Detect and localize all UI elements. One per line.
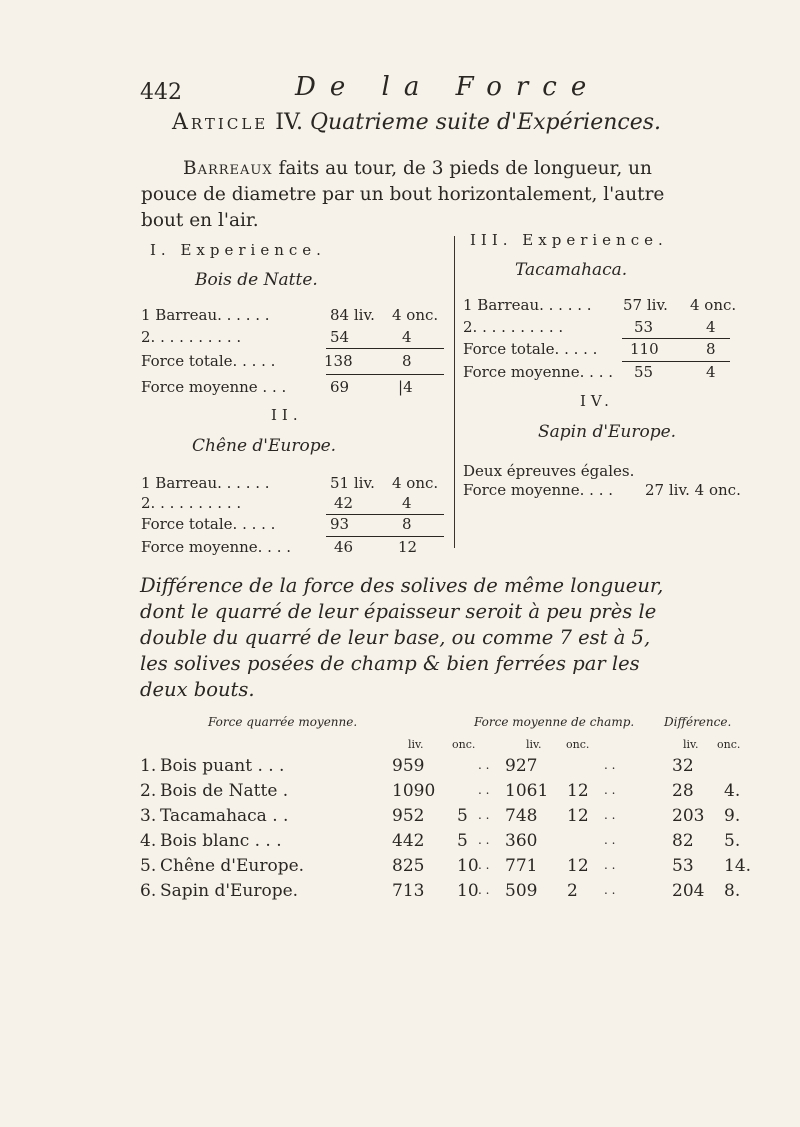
intro-text: faits au tour, de 3 pieds de longueur, un pouce de diametre par un bout horizontalement, l'autre bout en l'air.	[141, 158, 665, 231]
column-divider	[454, 236, 455, 548]
experience-3-wood: Tacamahaca.	[515, 260, 628, 280]
row-leader-1: . .	[478, 833, 490, 847]
row-diff-liv: 203	[672, 806, 705, 826]
row-leader-1: . .	[478, 858, 490, 872]
row-champ-liv: 748	[505, 806, 538, 826]
exp1-row4-liv: 69	[330, 378, 350, 396]
exp3-row4-liv: 55	[634, 363, 654, 381]
exp3-row4-label: Force moyenne. . . .	[463, 363, 614, 381]
exp2-row3-onc: 8	[402, 515, 412, 533]
table-header-difference: Différence.	[664, 715, 732, 729]
exp1-row2-onc: 4	[402, 328, 412, 346]
row-leader-1: . .	[478, 783, 490, 797]
exp2-row2-label: 2. . . . . . . . . .	[141, 494, 242, 512]
intro-lead: Barreaux	[183, 158, 273, 179]
unit-d-onc: onc.	[717, 738, 741, 751]
row-champ-onc: 12	[567, 806, 589, 826]
row-quarree-liv: 1090	[392, 781, 436, 801]
row-leader-1: . .	[478, 758, 490, 772]
row-diff-liv: 82	[672, 831, 694, 851]
row-champ-liv: 1061	[505, 781, 549, 801]
exp1-row3-label: Force totale. . . . .	[141, 352, 276, 370]
exp1-row1-liv: 84 liv.	[330, 306, 375, 324]
row-wood-name: Bois de Natte .	[160, 781, 289, 801]
row-diff-liv: 32	[672, 756, 694, 776]
article-subtitle: Quatrieme suite d'Expériences.	[309, 110, 662, 135]
exp1-row1-onc: 4 onc.	[392, 306, 439, 324]
row-wood-name: Chêne d'Europe.	[160, 856, 305, 876]
exp3-row1-liv: 57 liv.	[623, 296, 668, 314]
row-leader-1: . .	[478, 808, 490, 822]
experience-4-wood: Sapin d'Europe.	[538, 422, 677, 442]
exp4-line1: Deux épreuves égales.	[463, 462, 635, 480]
row-number: 3.	[140, 806, 157, 826]
unit-c-liv: liv.	[526, 738, 542, 751]
row-wood-name: Tacamahaca . .	[160, 806, 289, 826]
row-diff-onc: 5.	[724, 831, 741, 851]
row-wood-name: Sapin d'Europe.	[160, 881, 299, 901]
exp1-row3-onc: 8	[402, 352, 412, 370]
exp2-row1-label: 1 Barreau. . . . . .	[141, 474, 270, 492]
row-champ-liv: 509	[505, 881, 538, 901]
row-leader-1: . .	[478, 883, 490, 897]
row-quarree-onc: 5	[457, 806, 468, 826]
exp2-row4-onc: 12	[398, 538, 418, 556]
row-number: 2.	[140, 781, 157, 801]
row-quarree-liv: 952	[392, 806, 425, 826]
row-champ-liv: 771	[505, 856, 538, 876]
row-quarree-onc: 5	[457, 831, 468, 851]
exp2-row3-label: Force totale. . . . .	[141, 515, 276, 533]
experience-4-heading: IV.	[580, 392, 614, 410]
page-number: 442	[140, 80, 182, 105]
row-leader-2: . .	[604, 858, 616, 872]
row-number: 1.	[140, 756, 157, 776]
unit-q-liv: liv.	[408, 738, 424, 751]
exp1-row2-label: 2. . . . . . . . . .	[141, 328, 242, 346]
row-number: 5.	[140, 856, 157, 876]
exp1-row4-label: Force moyenne . . .	[141, 378, 287, 396]
exp3-row1-label: 1 Barreau. . . . . .	[463, 296, 592, 314]
exp2-row2-onc: 4	[402, 494, 412, 512]
row-quarree-liv: 713	[392, 881, 425, 901]
exp2-row2-liv: 42	[334, 494, 354, 512]
row-quarree-liv: 825	[392, 856, 425, 876]
exp3-row2-onc: 4	[706, 318, 716, 336]
exp2-row4-label: Force moyenne. . . .	[141, 538, 292, 556]
exp3-row4-onc: 4	[706, 363, 716, 381]
experience-2-heading: II.	[271, 406, 303, 424]
row-diff-onc: 4.	[724, 781, 741, 801]
running-title: De la Force	[295, 72, 601, 102]
row-champ-onc: 2	[567, 881, 578, 901]
row-diff-onc: 14.	[724, 856, 752, 876]
exp1-row3-liv: 138	[324, 352, 353, 370]
row-diff-onc: 8.	[724, 881, 741, 901]
exp4-line2-value: 27 liv. 4 onc.	[645, 481, 741, 499]
exp2-row4-liv: 46	[334, 538, 354, 556]
exp1-row1-label: 1 Barreau. . . . . .	[141, 306, 270, 324]
row-number: 6.	[140, 881, 157, 901]
table-header-quarree: Force quarrée moyenne.	[208, 715, 358, 729]
row-wood-name: Bois puant . . .	[160, 756, 285, 776]
row-leader-2: . .	[604, 883, 616, 897]
exp3-row3-label: Force totale. . . . .	[463, 340, 598, 358]
exp3-row2-liv: 53	[634, 318, 654, 336]
experience-1-heading: I. Experience.	[150, 241, 326, 259]
exp2-row3-liv: 93	[330, 515, 350, 533]
unit-d-liv: liv.	[683, 738, 699, 751]
row-diff-onc: 9.	[724, 806, 741, 826]
exp1-sum-rule	[326, 348, 444, 349]
experience-2-wood: Chêne d'Europe.	[192, 436, 337, 456]
unit-q-onc: onc.	[452, 738, 476, 751]
row-number: 4.	[140, 831, 157, 851]
article-label: Article	[172, 110, 269, 135]
exp2-row1-onc: 4 onc.	[392, 474, 439, 492]
exp1-mean-rule	[326, 374, 444, 375]
exp1-row2-liv: 54	[330, 328, 350, 346]
row-leader-2: . .	[604, 783, 616, 797]
row-champ-liv: 360	[505, 831, 538, 851]
exp3-sum-rule	[622, 338, 730, 339]
experience-1-wood: Bois de Natte.	[195, 270, 318, 290]
row-quarree-liv: 442	[392, 831, 425, 851]
row-leader-2: . .	[604, 833, 616, 847]
exp2-row1-liv: 51 liv.	[330, 474, 375, 492]
article-number: IV.	[275, 110, 303, 135]
exp1-row4-onc: |4	[398, 378, 413, 396]
row-leader-2: . .	[604, 808, 616, 822]
row-quarree-onc: 10	[457, 856, 479, 876]
row-quarree-onc: 10	[457, 881, 479, 901]
row-champ-onc: 12	[567, 781, 589, 801]
exp3-row3-liv: 110	[630, 340, 659, 358]
exp3-row2-label: 2. . . . . . . . . .	[463, 318, 564, 336]
row-wood-name: Bois blanc . . .	[160, 831, 282, 851]
difference-paragraph: Différence de la force des solives de même longueur, dont le quarré de leur épaisseur seroit à peu près le double du quarré de leur base, ou comme 7 est à 5, les solives posées de champ & bien ferrées par les deux bouts.	[140, 574, 664, 701]
intro-paragraph	[141, 156, 681, 234]
row-champ-onc: 12	[567, 856, 589, 876]
row-leader-2: . .	[604, 758, 616, 772]
table-header-champ: Force moyenne de champ.	[474, 715, 635, 729]
article-title	[172, 110, 661, 135]
row-diff-liv: 28	[672, 781, 694, 801]
row-diff-liv: 53	[672, 856, 694, 876]
exp3-row3-onc: 8	[706, 340, 716, 358]
row-diff-liv: 204	[672, 881, 705, 901]
exp2-mean-rule	[326, 536, 444, 537]
row-quarree-liv: 959	[392, 756, 425, 776]
row-champ-liv: 927	[505, 756, 538, 776]
experience-3-heading: III. Experience.	[470, 231, 668, 249]
unit-c-onc: onc.	[566, 738, 590, 751]
exp3-row1-onc: 4 onc.	[690, 296, 737, 314]
exp3-mean-rule	[622, 361, 730, 362]
exp4-line2-label: Force moyenne. . . .	[463, 481, 614, 499]
